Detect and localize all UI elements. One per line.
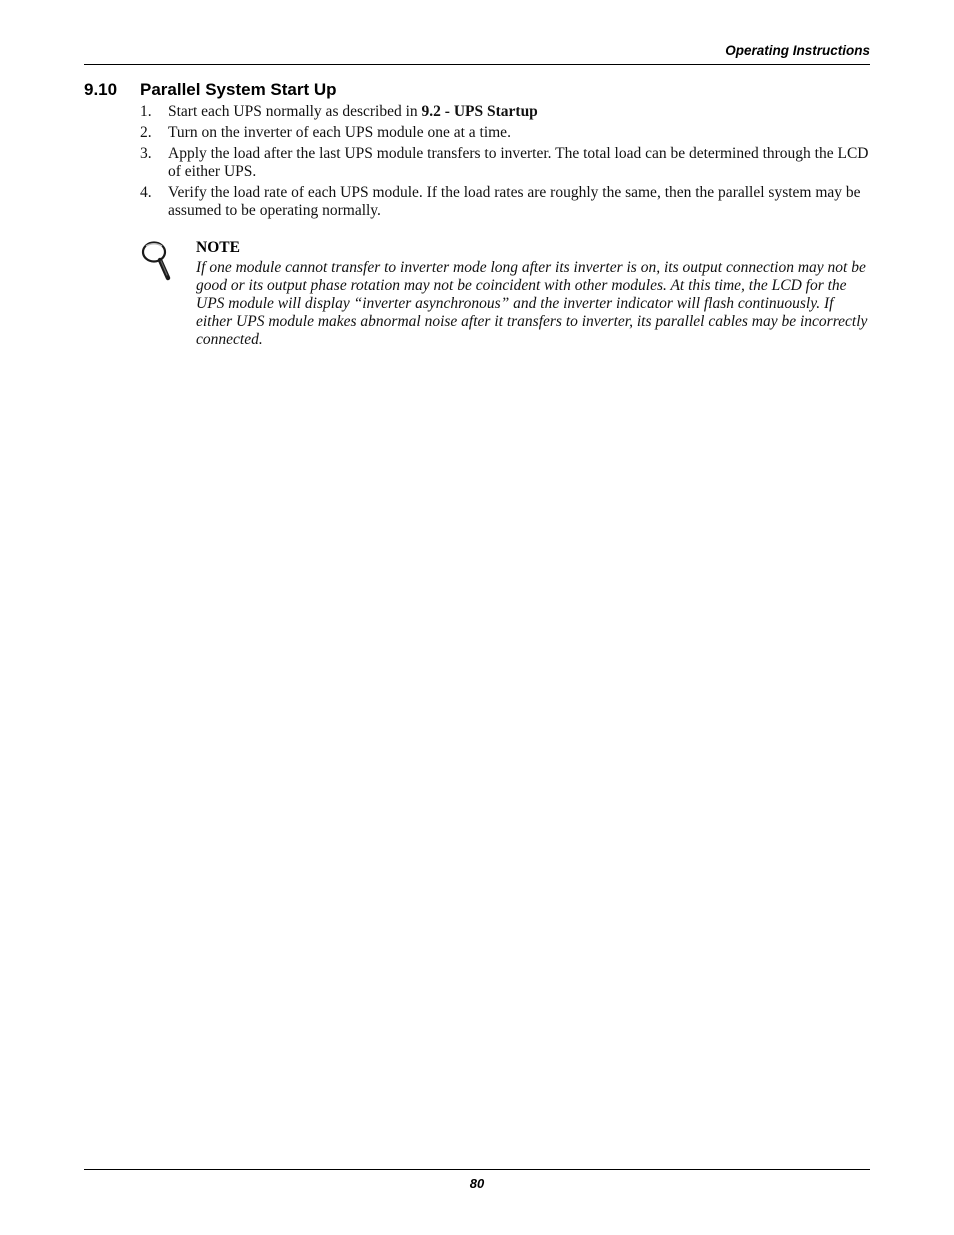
magnifier-icon [140,240,174,284]
list-item [140,124,870,142]
section-title: Parallel System Start Up [140,80,337,99]
step-text: Turn on the inverter of each UPS module one at a time. [168,124,511,141]
note-body: If one module cannot transfer to inverter mode long after its inverter is on, its output connection may not be good or its output phase rotation may not be coincident with other modules. At this time, the LCD for the UPS module will display “inverter asynchronous” and the inverter indicator will flash continuously. If either UPS module makes abnormal noise after it transfers to inverter, its parallel cables may be incorrectly connected. [196,259,868,348]
step-number: 4. [140,184,152,201]
procedure-steps [140,103,870,223]
note-title: NOTE [196,239,240,256]
page-number: 80 [469,1176,485,1191]
step-number: 1. [140,103,152,120]
list-item [140,103,870,121]
section-heading [84,80,337,100]
step-number: 3. [140,145,152,162]
section-number: 9.10 [84,80,118,99]
step-text: Apply the load after the last UPS module transfers to inverter. The total load can be determined through the LCD of either UPS. [168,145,869,180]
list-item [140,145,870,181]
footer-divider [84,1169,870,1170]
header-divider [84,64,870,65]
running-header: Operating Instructions [725,43,870,58]
step-number: 2. [140,124,152,141]
cross-reference: 9.2 - UPS Startup [421,103,538,120]
list-item [140,184,870,220]
step-text: Verify the load rate of each UPS module. If the load rates are roughly the same, then the parallel system may be assumed to be operating normally. [168,184,861,219]
step-text: Start each UPS normally as described in [168,103,422,120]
